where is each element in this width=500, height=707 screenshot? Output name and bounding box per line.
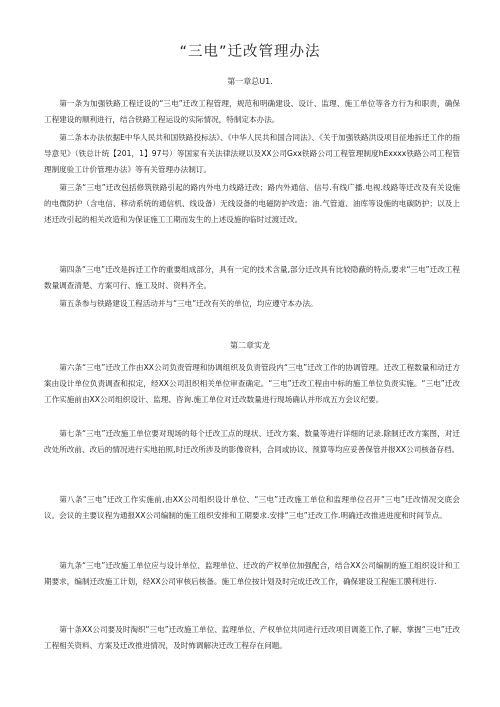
article-9: 第九条“三电”迁改施工单位应与设计单位、监理单位、迁改的产权单位加强配合，结合XX公司编制的施工组织设计和工期要求，编制迁改施工计划，经XX公司审核后核备。施工单位按计划及时完成迁改工作，确保建设工程施工膜利进行.	[44, 561, 460, 587]
article-6: 第六条“三电”迁改工作由XX公司负责管理和协调组织及负责管段内“三电”迁改工作的协调管理。迁改工程数量和动迁方案由设计单位负责调查和拟定，经XX公司沮织相关单位审查确定。“三电”迁改工程由中标的施工单位负责实施。“三电”迁改工作实施前由XX公司组织设计、监理、咨询.施工单位对迁改数量进行现场确认并形成五方会议纪要。	[44, 363, 460, 405]
article-8: 第八条“三电”迁改工作实施前,由XX公司组织设计单位、“三电”迁改施工单位和监理单位召开“三电”迁改情况交底会议。会议的主要议程为通报XX公司编制的施工组织安排和工期要求.安排“三电”迁改工作.明确迁改推进进度和时间节点。	[44, 495, 460, 521]
article-7: 第七条“三电”迁改施工单位要对现场的每个迁改工点的现状、迁改方案、数量等进行详细的记录.除制迁改方案图，对迁改处所改前、改后的情况进行实地拍照,时迁改所涉及的影像资料，合同或协议、预算等均应妥善保管并报XX公司核备存档。	[44, 429, 460, 455]
article-5: 第五条参与铁路建设工程活动并与“三电”迁改有关的单位，均应遵守本办法。	[59, 299, 318, 308]
document-title: “三电”迁改管理办法	[179, 44, 321, 60]
chapter-1-heading: 第一章总U1.	[227, 77, 273, 86]
article-2: 第二条本办法依据E中华人民共和国铁路投标法》、《中华人民共和国合同法》、《关于加强铁路洪设项目征地拆迁工作的指导意见》（铁总计统【201，1】97号）等国家有关法律法规以及XX公司Gxx铁路公司工程管理制度hExxxx铁路公司工程管理制度验工计价管理办法》等有关管理办法制订。	[44, 133, 460, 175]
chapter-2-heading: 第二章实龙	[230, 341, 270, 350]
article-3: 第三条“三电”迁改包括修筑铁路引起的路内外电力线路迁改；路内外通信、信号.有线广播.电视.线路等迁改及有关设施的电微防护（含电信、移动系统的通信机、线设备）无线设备的电磁防护改造；油.气管道、油库等设施的电碳防护；以及上述迁改引起的相关改造和为保证施工工期而发生的上述设施的临时过渡迁改。	[44, 183, 460, 225]
article-10: 第十条XX公司要及时淘织“三电”迁改施工单位、监理单位、产权单位共同进行迁改项目调菱工作,了解、掌握“三电”迁改工程相关资料、方案及迁改推进情况，及时怖调解决迁改工程存在问题。	[44, 625, 460, 651]
article-4: 第四条“三电”迁改是拆迁工作的重要组成部分，具有一定的技术含量,部分迁改具有比较隐蔽的特点,要求“三电”迁改工程数量调查清楚、方案可行、施工及时、资料齐全。	[44, 265, 460, 291]
article-1: 第一条为加强铁路工程迁设的“三电”迁改工程管理，规范和明确建设、设计、监理、施工单位等各方行为和职责，确保工程建设的顺利进行，结合铁路工程运设的实际情况，特制定本办法。	[44, 99, 460, 125]
